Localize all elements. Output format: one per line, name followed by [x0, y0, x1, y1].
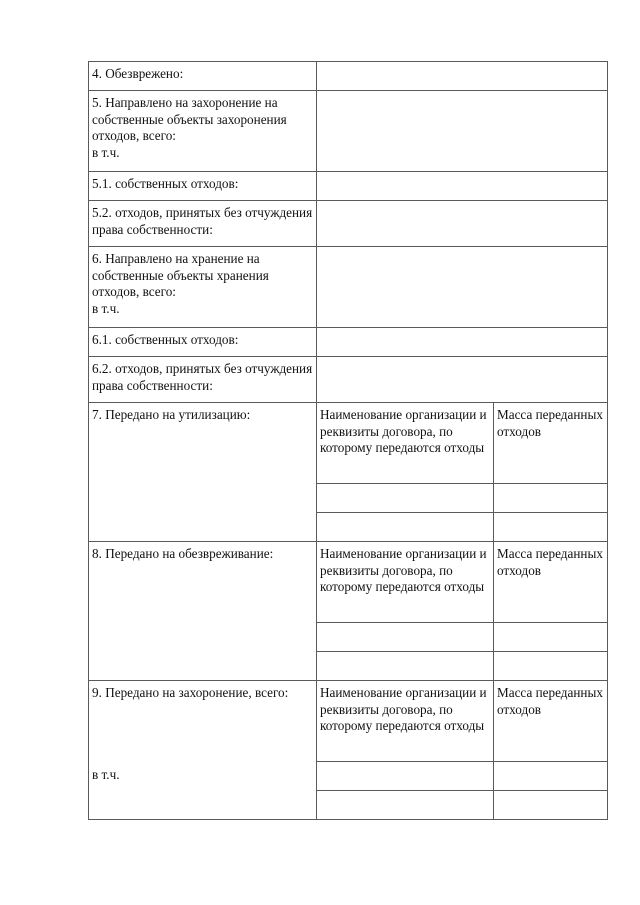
row-9-org-header-cell — [317, 681, 494, 762]
row-6-2-accepted-waste — [89, 357, 608, 403]
row-8-mass-header: Масса переданных отходов — [497, 546, 603, 578]
row-4-neutralized — [89, 62, 608, 91]
row-8-label-cell — [89, 542, 317, 681]
row-6-label: 6. Направлено на хранение на собственные объекты хранения отходов, всего: — [92, 251, 269, 299]
row-9-mass-header: Масса переданных отходов — [497, 685, 603, 717]
row-7-label: 7. Передано на утилизацию: — [92, 407, 251, 422]
row-8-entry-1-mass-cell[interactable] — [494, 623, 608, 652]
row-9-sub-label: в т.ч. — [92, 767, 120, 782]
row-5-value-cell[interactable] — [317, 91, 608, 172]
row-8-entry-1-org-cell[interactable] — [317, 623, 494, 652]
row-9-org-header: Наименование организации и реквизиты договора, по которому передаются отходы — [320, 685, 487, 733]
row-6-storage-own — [89, 247, 608, 328]
row-6-value-cell[interactable] — [317, 247, 608, 328]
row-9-entry-1-org-cell[interactable] — [317, 762, 494, 791]
row-5-2-value-cell[interactable] — [317, 201, 608, 247]
row-5-2-label: 5.2. отходов, принятых без отчуждения права собственности: — [92, 205, 313, 237]
row-7-entry-1-org-cell[interactable] — [317, 484, 494, 513]
row-5-1-label-cell — [89, 172, 317, 201]
row-8-entry-2-mass-cell[interactable] — [494, 652, 608, 681]
row-9-mass-header-cell — [494, 681, 608, 762]
row-7-org-header: Наименование организации и реквизиты договора, по которому передаются отходы — [320, 407, 487, 455]
row-5-disposal-own — [89, 91, 608, 172]
row-8-org-header: Наименование организации и реквизиты договора, по которому передаются отходы — [320, 546, 487, 594]
row-4-label-cell — [89, 62, 317, 91]
row-5-1-label: 5.1. собственных отходов: — [92, 176, 239, 191]
row-7-label-cell — [89, 403, 317, 542]
row-6-label-cell — [89, 247, 317, 328]
row-7-entry-2-mass-cell[interactable] — [494, 513, 608, 542]
row-5-label-cell — [89, 91, 317, 172]
row-5-2-label-cell — [89, 201, 317, 247]
row-5-2-accepted-waste — [89, 201, 608, 247]
row-6-1-label: 6.1. собственных отходов: — [92, 332, 239, 347]
row-4-value-cell[interactable] — [317, 62, 608, 91]
row-7-mass-header: Масса переданных отходов — [497, 407, 603, 439]
row-6-sub-label: в т.ч. — [92, 300, 120, 316]
row-6-2-label: 6.2. отходов, принятых без отчуждения права собственности: — [92, 361, 313, 393]
row-8-label: 8. Передано на обезвреживание: — [92, 546, 274, 561]
row-7-header — [89, 403, 608, 484]
row-5-1-own-waste — [89, 172, 608, 201]
row-9-entry-1-mass-cell[interactable] — [494, 762, 608, 791]
row-7-mass-header-cell — [494, 403, 608, 484]
row-7-entry-2-org-cell[interactable] — [317, 513, 494, 542]
row-5-sub-label: в т.ч. — [92, 144, 120, 160]
row-8-org-header-cell — [317, 542, 494, 623]
row-8-mass-header-cell — [494, 542, 608, 623]
row-9-entry-2-org-cell[interactable] — [317, 791, 494, 820]
row-4-label: 4. Обезврежено: — [92, 66, 184, 81]
row-7-entry-1-mass-cell[interactable] — [494, 484, 608, 513]
row-6-2-label-cell — [89, 357, 317, 403]
row-9-label-cell — [89, 681, 317, 820]
row-9-label: 9. Передано на захоронение, всего: — [92, 685, 289, 700]
row-7-org-header-cell — [317, 403, 494, 484]
row-6-1-label-cell — [89, 328, 317, 357]
row-6-2-value-cell[interactable] — [317, 357, 608, 403]
row-5-1-value-cell[interactable] — [317, 172, 608, 201]
row-6-1-own-waste — [89, 328, 608, 357]
row-9-entry-2-mass-cell[interactable] — [494, 791, 608, 820]
row-8-header — [89, 542, 608, 623]
row-9-header — [89, 681, 608, 762]
row-8-entry-2-org-cell[interactable] — [317, 652, 494, 681]
waste-report-table — [88, 61, 608, 820]
row-5-label: 5. Направлено на захоронение на собственные объекты захоронения отходов, всего: — [92, 95, 287, 143]
row-6-1-value-cell[interactable] — [317, 328, 608, 357]
